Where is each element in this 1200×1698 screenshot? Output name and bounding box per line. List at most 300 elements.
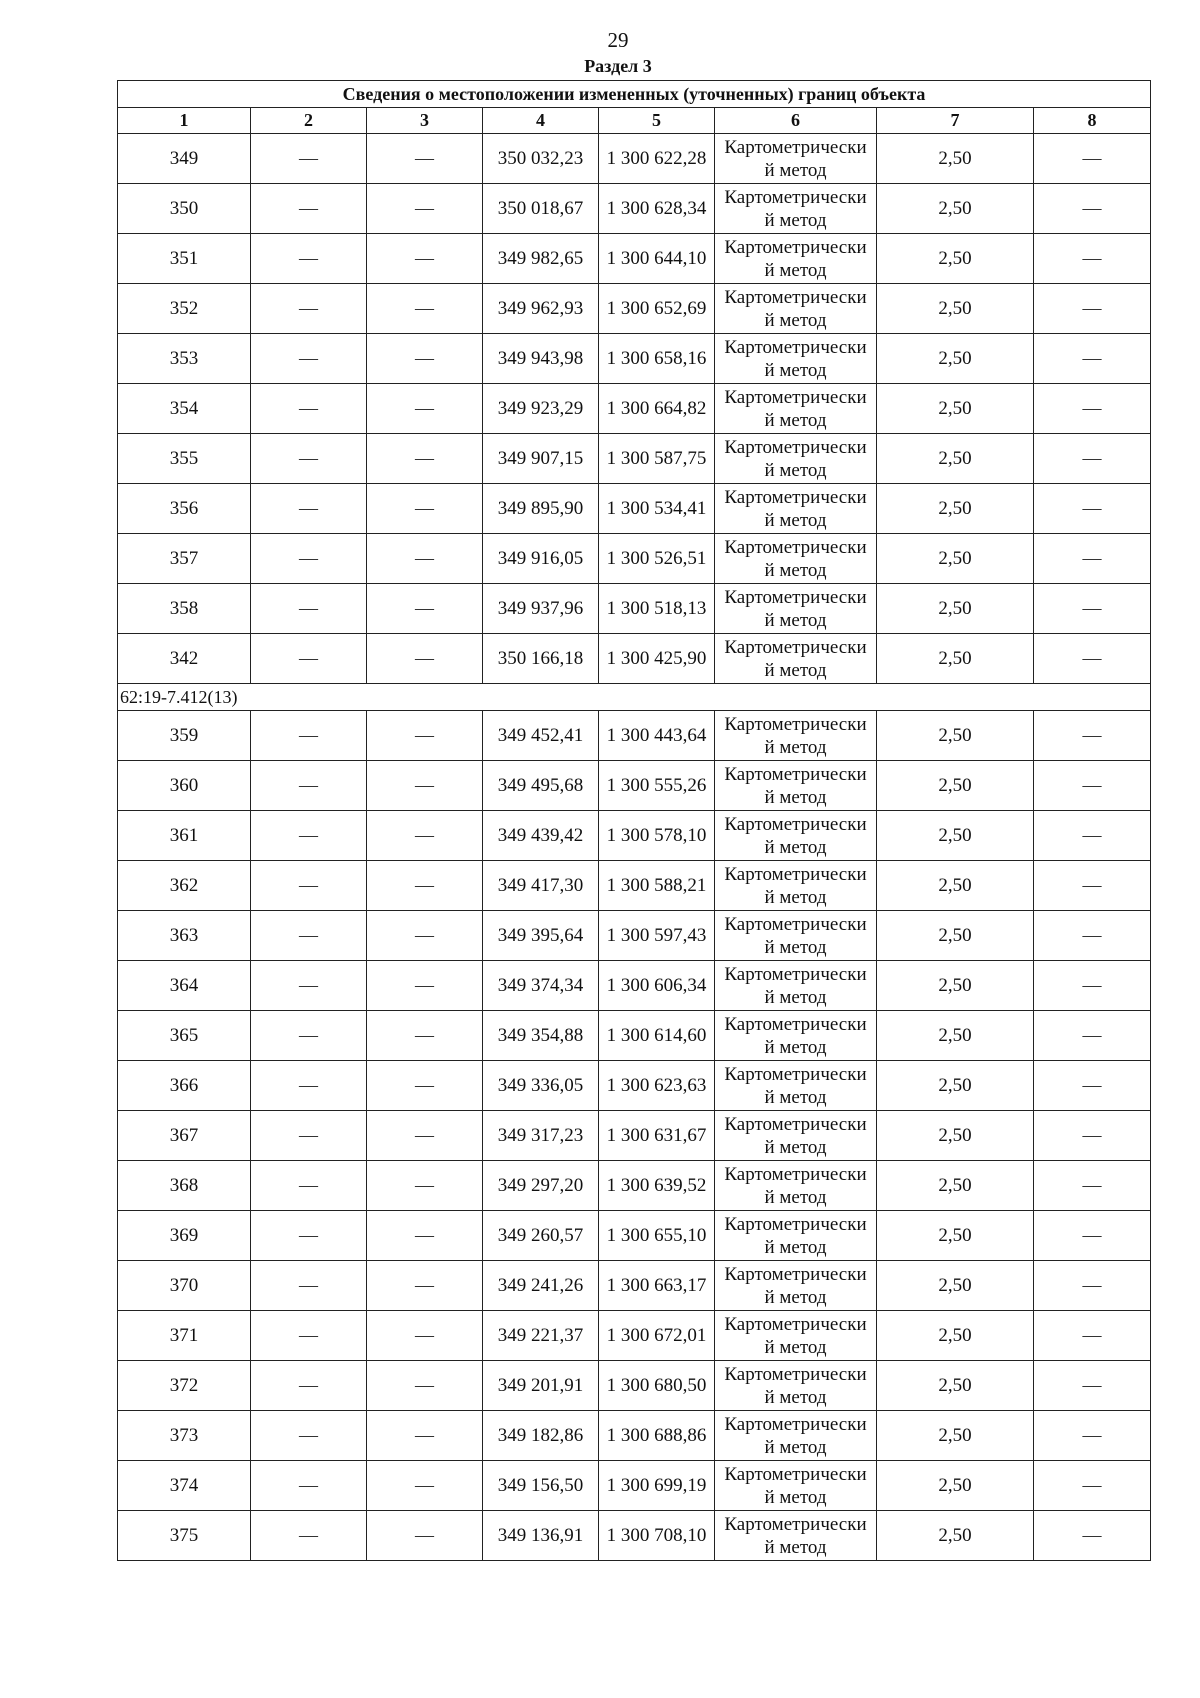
- y-coordinate: 1 300 623,63: [599, 1061, 715, 1111]
- x-coordinate: 349 937,96: [483, 584, 599, 634]
- dash-cell: —: [367, 584, 483, 634]
- dash-cell: —: [251, 434, 367, 484]
- table-row: [118, 184, 1151, 234]
- method-line-1: Картометрически: [724, 236, 867, 258]
- dash-cell: —: [1034, 761, 1151, 811]
- dash-cell: —: [1034, 911, 1151, 961]
- y-coordinate: 1 300 652,69: [599, 284, 715, 334]
- x-coordinate: 349 374,34: [483, 961, 599, 1011]
- x-coordinate: 349 336,05: [483, 1061, 599, 1111]
- dash-cell: —: [251, 961, 367, 1011]
- table-row: [118, 961, 1151, 1011]
- precision-value: 2,50: [877, 384, 1034, 434]
- table-row: [118, 1161, 1151, 1211]
- x-coordinate: 349 923,29: [483, 384, 599, 434]
- table-row: [118, 334, 1151, 384]
- method-line-1: Картометрически: [724, 1463, 867, 1485]
- y-coordinate: 1 300 680,50: [599, 1361, 715, 1411]
- dash-cell: —: [1034, 961, 1151, 1011]
- point-number: 364: [118, 961, 251, 1011]
- dash-cell: —: [367, 1211, 483, 1261]
- point-number: 369: [118, 1211, 251, 1261]
- x-coordinate: 349 982,65: [483, 234, 599, 284]
- dash-cell: —: [367, 811, 483, 861]
- dash-cell: —: [251, 584, 367, 634]
- point-number: 354: [118, 384, 251, 434]
- point-number: 363: [118, 911, 251, 961]
- dash-cell: —: [1034, 711, 1151, 761]
- dash-cell: —: [251, 911, 367, 961]
- point-number: 374: [118, 1461, 251, 1511]
- method-line-2: й метод: [764, 886, 827, 908]
- precision-value: 2,50: [877, 284, 1034, 334]
- column-number: 1: [118, 108, 251, 134]
- method-cell: [715, 1461, 877, 1511]
- dash-cell: —: [367, 484, 483, 534]
- precision-value: 2,50: [877, 711, 1034, 761]
- column-number: 4: [483, 108, 599, 134]
- precision-value: 2,50: [877, 1361, 1034, 1411]
- y-coordinate: 1 300 688,86: [599, 1411, 715, 1461]
- y-coordinate: 1 300 606,34: [599, 961, 715, 1011]
- precision-value: 2,50: [877, 134, 1034, 184]
- method-line-1: Картометрически: [724, 586, 867, 608]
- point-number: 365: [118, 1011, 251, 1061]
- method-line-2: й метод: [764, 1336, 827, 1358]
- precision-value: 2,50: [877, 1211, 1034, 1261]
- dash-cell: —: [367, 434, 483, 484]
- table-row: [118, 811, 1151, 861]
- point-number: 355: [118, 434, 251, 484]
- dash-cell: —: [1034, 634, 1151, 684]
- dash-cell: —: [251, 711, 367, 761]
- dash-cell: —: [251, 1511, 367, 1561]
- dash-cell: —: [1034, 234, 1151, 284]
- x-coordinate: 349 439,42: [483, 811, 599, 861]
- point-number: 367: [118, 1111, 251, 1161]
- method-line-2: й метод: [764, 559, 827, 581]
- method-line-2: й метод: [764, 936, 827, 958]
- dash-cell: —: [1034, 861, 1151, 911]
- method-line-1: Картометрически: [724, 1113, 867, 1135]
- method-cell: [715, 1061, 877, 1111]
- method-cell: [715, 134, 877, 184]
- point-number: 357: [118, 534, 251, 584]
- x-coordinate: 349 895,90: [483, 484, 599, 534]
- point-number: 356: [118, 484, 251, 534]
- table-row: [118, 1411, 1151, 1461]
- column-number: 7: [877, 108, 1034, 134]
- point-number: 366: [118, 1061, 251, 1111]
- x-coordinate: 349 297,20: [483, 1161, 599, 1211]
- dash-cell: —: [367, 961, 483, 1011]
- method-cell: [715, 911, 877, 961]
- dash-cell: —: [251, 1311, 367, 1361]
- method-cell: [715, 184, 877, 234]
- dash-cell: —: [1034, 1011, 1151, 1061]
- y-coordinate: 1 300 597,43: [599, 911, 715, 961]
- x-coordinate: 350 032,23: [483, 134, 599, 184]
- method-line-1: Картометрически: [724, 1363, 867, 1385]
- y-coordinate: 1 300 664,82: [599, 384, 715, 434]
- dash-cell: —: [251, 1011, 367, 1061]
- dash-cell: —: [367, 1461, 483, 1511]
- method-line-2: й метод: [764, 409, 827, 431]
- precision-value: 2,50: [877, 184, 1034, 234]
- dash-cell: —: [367, 284, 483, 334]
- dash-cell: —: [367, 711, 483, 761]
- point-number: 359: [118, 711, 251, 761]
- dash-cell: —: [251, 761, 367, 811]
- dash-cell: —: [251, 1411, 367, 1461]
- point-number: 362: [118, 861, 251, 911]
- dash-cell: —: [1034, 1411, 1151, 1461]
- method-cell: [715, 1261, 877, 1311]
- table-row: [118, 1111, 1151, 1161]
- method-line-2: й метод: [764, 1436, 827, 1458]
- precision-value: 2,50: [877, 911, 1034, 961]
- table-row: [118, 1261, 1151, 1311]
- y-coordinate: 1 300 628,34: [599, 184, 715, 234]
- dash-cell: —: [1034, 1261, 1151, 1311]
- precision-value: 2,50: [877, 534, 1034, 584]
- dash-cell: —: [1034, 1361, 1151, 1411]
- method-line-2: й метод: [764, 986, 827, 1008]
- table-row: [118, 584, 1151, 634]
- method-cell: [715, 1361, 877, 1411]
- method-line-1: Картометрически: [724, 386, 867, 408]
- method-cell: [715, 434, 877, 484]
- y-coordinate: 1 300 631,67: [599, 1111, 715, 1161]
- point-number: 370: [118, 1261, 251, 1311]
- precision-value: 2,50: [877, 1261, 1034, 1311]
- dash-cell: —: [367, 234, 483, 284]
- x-coordinate: 349 221,37: [483, 1311, 599, 1361]
- y-coordinate: 1 300 639,52: [599, 1161, 715, 1211]
- table-row: [118, 434, 1151, 484]
- x-coordinate: 349 943,98: [483, 334, 599, 384]
- column-number: 6: [715, 108, 877, 134]
- y-coordinate: 1 300 672,01: [599, 1311, 715, 1361]
- method-cell: [715, 1011, 877, 1061]
- table-row: [118, 1061, 1151, 1111]
- table-row: [118, 634, 1151, 684]
- table-row: [118, 234, 1151, 284]
- table-row: [118, 911, 1151, 961]
- dash-cell: —: [367, 1111, 483, 1161]
- dash-cell: —: [1034, 1511, 1151, 1561]
- dash-cell: —: [251, 1111, 367, 1161]
- method-line-1: Картометрически: [724, 286, 867, 308]
- table-row: [118, 284, 1151, 334]
- point-number: 352: [118, 284, 251, 334]
- method-line-1: Картометрически: [724, 486, 867, 508]
- method-line-1: Картометрически: [724, 1513, 867, 1535]
- x-coordinate: 349 452,41: [483, 711, 599, 761]
- method-line-1: Картометрически: [724, 536, 867, 558]
- x-coordinate: 349 495,68: [483, 761, 599, 811]
- method-cell: [715, 1111, 877, 1161]
- point-number: 368: [118, 1161, 251, 1211]
- y-coordinate: 1 300 663,17: [599, 1261, 715, 1311]
- column-number: 3: [367, 108, 483, 134]
- method-line-2: й метод: [764, 459, 827, 481]
- method-cell: [715, 384, 877, 434]
- dash-cell: —: [251, 1161, 367, 1211]
- coordinates-table: [117, 80, 1151, 1561]
- precision-value: 2,50: [877, 434, 1034, 484]
- method-cell: [715, 334, 877, 384]
- method-cell: [715, 1161, 877, 1211]
- method-line-2: й метод: [764, 209, 827, 231]
- dash-cell: —: [367, 1261, 483, 1311]
- table-row: [118, 1461, 1151, 1511]
- x-coordinate: 349 417,30: [483, 861, 599, 911]
- method-cell: [715, 234, 877, 284]
- x-coordinate: 349 907,15: [483, 434, 599, 484]
- point-number: 353: [118, 334, 251, 384]
- method-cell: [715, 1411, 877, 1461]
- dash-cell: —: [1034, 1161, 1151, 1211]
- precision-value: 2,50: [877, 1311, 1034, 1361]
- point-number: 375: [118, 1511, 251, 1561]
- dash-cell: —: [367, 1511, 483, 1561]
- y-coordinate: 1 300 526,51: [599, 534, 715, 584]
- dash-cell: —: [1034, 811, 1151, 861]
- method-line-1: Картометрически: [724, 1313, 867, 1335]
- y-coordinate: 1 300 644,10: [599, 234, 715, 284]
- dash-cell: —: [367, 534, 483, 584]
- method-line-2: й метод: [764, 159, 827, 181]
- dash-cell: —: [251, 384, 367, 434]
- precision-value: 2,50: [877, 961, 1034, 1011]
- column-number-row: [118, 108, 1151, 134]
- dash-cell: —: [367, 761, 483, 811]
- dash-cell: —: [367, 1011, 483, 1061]
- x-coordinate: 350 166,18: [483, 634, 599, 684]
- point-number: 350: [118, 184, 251, 234]
- point-number: 373: [118, 1411, 251, 1461]
- method-line-1: Картометрически: [724, 1263, 867, 1285]
- point-number: 342: [118, 634, 251, 684]
- y-coordinate: 1 300 534,41: [599, 484, 715, 534]
- method-line-2: й метод: [764, 509, 827, 531]
- dash-cell: —: [1034, 534, 1151, 584]
- dash-cell: —: [1034, 284, 1151, 334]
- dash-cell: —: [1034, 1061, 1151, 1111]
- method-line-1: Картометрически: [724, 636, 867, 658]
- precision-value: 2,50: [877, 1111, 1034, 1161]
- precision-value: 2,50: [877, 811, 1034, 861]
- dash-cell: —: [1034, 134, 1151, 184]
- method-line-2: й метод: [764, 836, 827, 858]
- table-row: [118, 534, 1151, 584]
- method-line-1: Картометрически: [724, 713, 867, 735]
- table-row: [118, 134, 1151, 184]
- method-line-2: й метод: [764, 1036, 827, 1058]
- dash-cell: —: [1034, 384, 1151, 434]
- method-cell: [715, 534, 877, 584]
- method-cell: [715, 961, 877, 1011]
- x-coordinate: 350 018,67: [483, 184, 599, 234]
- y-coordinate: 1 300 699,19: [599, 1461, 715, 1511]
- method-line-2: й метод: [764, 259, 827, 281]
- x-coordinate: 349 962,93: [483, 284, 599, 334]
- precision-value: 2,50: [877, 861, 1034, 911]
- method-line-2: й метод: [764, 1386, 827, 1408]
- dash-cell: —: [251, 234, 367, 284]
- table-row: [118, 761, 1151, 811]
- method-line-1: Картометрически: [724, 1013, 867, 1035]
- dash-cell: —: [1034, 1211, 1151, 1261]
- method-line-1: Картометрически: [724, 1063, 867, 1085]
- x-coordinate: 349 260,57: [483, 1211, 599, 1261]
- method-cell: [715, 711, 877, 761]
- table-row: [118, 1361, 1151, 1411]
- method-cell: [715, 761, 877, 811]
- dash-cell: —: [1034, 584, 1151, 634]
- method-line-2: й метод: [764, 1136, 827, 1158]
- method-cell: [715, 1311, 877, 1361]
- point-number: 361: [118, 811, 251, 861]
- x-coordinate: 349 395,64: [483, 911, 599, 961]
- method-line-2: й метод: [764, 1186, 827, 1208]
- point-number: 372: [118, 1361, 251, 1411]
- y-coordinate: 1 300 614,60: [599, 1011, 715, 1061]
- method-line-1: Картометрически: [724, 863, 867, 885]
- dash-cell: —: [1034, 484, 1151, 534]
- dash-cell: —: [251, 334, 367, 384]
- column-number: 2: [251, 108, 367, 134]
- y-coordinate: 1 300 578,10: [599, 811, 715, 861]
- method-line-1: Картометрически: [724, 913, 867, 935]
- dash-cell: —: [251, 1361, 367, 1411]
- dash-cell: —: [1034, 434, 1151, 484]
- point-number: 351: [118, 234, 251, 284]
- table-row: [118, 1511, 1151, 1561]
- method-cell: [715, 1211, 877, 1261]
- dash-cell: —: [1034, 1461, 1151, 1511]
- table-caption: Сведения о местоположении измененных (уточненных) границ объекта: [118, 81, 1151, 108]
- y-coordinate: 1 300 588,21: [599, 861, 715, 911]
- dash-cell: —: [367, 134, 483, 184]
- y-coordinate: 1 300 708,10: [599, 1511, 715, 1561]
- x-coordinate: 349 241,26: [483, 1261, 599, 1311]
- y-coordinate: 1 300 555,26: [599, 761, 715, 811]
- dash-cell: —: [1034, 184, 1151, 234]
- x-coordinate: 349 182,86: [483, 1411, 599, 1461]
- dash-cell: —: [367, 1311, 483, 1361]
- table-caption-row: [118, 81, 1151, 108]
- table-row: [118, 1011, 1151, 1061]
- precision-value: 2,50: [877, 1061, 1034, 1111]
- dash-cell: —: [367, 861, 483, 911]
- table-row: [118, 861, 1151, 911]
- dash-cell: —: [251, 861, 367, 911]
- method-cell: [715, 484, 877, 534]
- method-cell: [715, 584, 877, 634]
- precision-value: 2,50: [877, 334, 1034, 384]
- dash-cell: —: [251, 634, 367, 684]
- method-line-2: й метод: [764, 359, 827, 381]
- column-number: 5: [599, 108, 715, 134]
- dash-cell: —: [367, 1161, 483, 1211]
- dash-cell: —: [251, 484, 367, 534]
- dash-cell: —: [251, 811, 367, 861]
- precision-value: 2,50: [877, 484, 1034, 534]
- y-coordinate: 1 300 622,28: [599, 134, 715, 184]
- table-row: [118, 1311, 1151, 1361]
- point-number: 360: [118, 761, 251, 811]
- dash-cell: —: [251, 284, 367, 334]
- dash-cell: —: [251, 184, 367, 234]
- method-line-1: Картометрически: [724, 1163, 867, 1185]
- method-line-1: Картометрически: [724, 436, 867, 458]
- point-number: 371: [118, 1311, 251, 1361]
- method-line-1: Картометрически: [724, 1413, 867, 1435]
- dash-cell: —: [251, 134, 367, 184]
- method-line-2: й метод: [764, 609, 827, 631]
- method-line-1: Картометрически: [724, 1213, 867, 1235]
- point-number: 358: [118, 584, 251, 634]
- precision-value: 2,50: [877, 1411, 1034, 1461]
- method-line-1: Картометрически: [724, 963, 867, 985]
- method-line-1: Картометрически: [724, 336, 867, 358]
- x-coordinate: 349 916,05: [483, 534, 599, 584]
- dash-cell: —: [251, 1061, 367, 1111]
- x-coordinate: 349 317,23: [483, 1111, 599, 1161]
- dash-cell: —: [367, 911, 483, 961]
- y-coordinate: 1 300 425,90: [599, 634, 715, 684]
- dash-cell: —: [367, 634, 483, 684]
- point-number: 349: [118, 134, 251, 184]
- precision-value: 2,50: [877, 1511, 1034, 1561]
- dash-cell: —: [251, 1261, 367, 1311]
- method-cell: [715, 1511, 877, 1561]
- y-coordinate: 1 300 443,64: [599, 711, 715, 761]
- dash-cell: —: [251, 1461, 367, 1511]
- precision-value: 2,50: [877, 1161, 1034, 1211]
- method-line-2: й метод: [764, 1536, 827, 1558]
- precision-value: 2,50: [877, 584, 1034, 634]
- section-title: Раздел 3: [584, 56, 652, 76]
- method-line-2: й метод: [764, 1236, 827, 1258]
- method-cell: [715, 861, 877, 911]
- method-line-1: Картометрически: [724, 813, 867, 835]
- x-coordinate: 349 201,91: [483, 1361, 599, 1411]
- precision-value: 2,50: [877, 234, 1034, 284]
- dash-cell: —: [1034, 1111, 1151, 1161]
- dash-cell: —: [367, 1361, 483, 1411]
- dash-cell: —: [367, 1411, 483, 1461]
- method-line-2: й метод: [764, 736, 827, 758]
- dash-cell: —: [251, 534, 367, 584]
- method-line-2: й метод: [764, 659, 827, 681]
- dash-cell: —: [367, 1061, 483, 1111]
- method-line-1: Картометрически: [724, 186, 867, 208]
- precision-value: 2,50: [877, 634, 1034, 684]
- table-row: [118, 711, 1151, 761]
- x-coordinate: 349 354,88: [483, 1011, 599, 1061]
- x-coordinate: 349 136,91: [483, 1511, 599, 1561]
- dash-cell: —: [367, 334, 483, 384]
- table-row: [118, 384, 1151, 434]
- precision-value: 2,50: [877, 1011, 1034, 1061]
- dash-cell: —: [1034, 334, 1151, 384]
- method-cell: [715, 634, 877, 684]
- method-line-2: й метод: [764, 309, 827, 331]
- dash-cell: —: [367, 384, 483, 434]
